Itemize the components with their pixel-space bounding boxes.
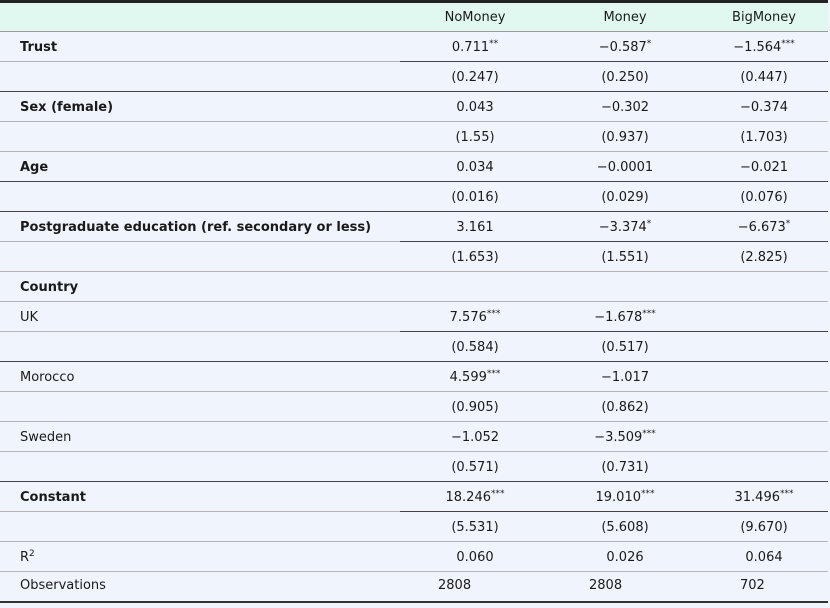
- cell-bigmoney: (1.703): [700, 122, 828, 152]
- row-label: [0, 62, 400, 92]
- cell-money: (5.608): [550, 512, 700, 542]
- cell-bigmoney: [700, 302, 828, 332]
- cell-bigmoney: [700, 422, 828, 452]
- cell-nomoney: 0.034: [400, 152, 550, 182]
- cell-bigmoney: [700, 272, 828, 302]
- row-label: Sweden: [0, 422, 400, 452]
- cell-nomoney: 4.599***: [400, 362, 550, 392]
- header-label: [0, 2, 400, 32]
- table-row-country: [0, 272, 828, 302]
- row-label: Postgraduate education (ref. secondary or less): [0, 212, 400, 242]
- table-row-constant: [0, 482, 828, 512]
- row-label: Observations: [20, 578, 106, 593]
- cell-money: −1.678***: [550, 302, 700, 332]
- row-label: Sex (female): [0, 92, 400, 122]
- table-row-observations: [0, 572, 828, 602]
- table-row-age: [0, 152, 828, 182]
- cell-money: (0.731): [550, 452, 700, 482]
- cell-money: −3.509***: [550, 422, 700, 452]
- cell-bigmoney: −1.564***: [700, 32, 828, 62]
- table-row-sweden: [0, 422, 828, 452]
- cell-money: −0.587*: [550, 32, 700, 62]
- cell-money: −1.017: [550, 362, 700, 392]
- cell-bigmoney: 0.064: [700, 542, 828, 572]
- cell-money: 0.026: [550, 542, 700, 572]
- cell-bigmoney: [700, 452, 828, 482]
- table-row-trust-se: [0, 62, 828, 92]
- cell-nomoney: 2808: [438, 578, 472, 593]
- row-label: Constant: [0, 482, 400, 512]
- cell-bigmoney: (0.076): [700, 182, 828, 212]
- cell-money: (0.517): [550, 332, 700, 362]
- row-label: [0, 182, 400, 212]
- cell-nomoney: (0.571): [400, 452, 550, 482]
- table-row-trust: [0, 32, 828, 62]
- cell-money: (0.029): [550, 182, 700, 212]
- cell-nomoney: (0.905): [400, 392, 550, 422]
- cell-bigmoney: 702: [740, 578, 765, 593]
- table-row-postgraduate: [0, 212, 828, 242]
- cell-bigmoney: (9.670): [700, 512, 828, 542]
- table-row-uk: [0, 302, 828, 332]
- cell-nomoney: 7.576***: [400, 302, 550, 332]
- row-label: [0, 122, 400, 152]
- cell-nomoney: (5.531): [400, 512, 550, 542]
- header-nomoney: NoMoney: [400, 2, 550, 32]
- row-label: UK: [0, 302, 400, 332]
- row-label: $R^2$: [0, 542, 400, 572]
- header-bigmoney: BigMoney: [700, 2, 828, 32]
- row-label: [0, 392, 400, 422]
- cell-nomoney: (0.016): [400, 182, 550, 212]
- table-row-uk-se: [0, 332, 828, 362]
- cell-nomoney: 0.060: [400, 542, 550, 572]
- cell-nomoney: 0.711**: [400, 32, 550, 62]
- table-row-constant-se: [0, 512, 828, 542]
- cell-nomoney: (1.653): [400, 242, 550, 272]
- table-row-sex-se: [0, 122, 828, 152]
- table-row-morocco: [0, 362, 828, 392]
- header-money: Money: [550, 2, 700, 32]
- cell-money: −0.0001: [550, 152, 700, 182]
- row-label: Country: [0, 272, 400, 302]
- cell-bigmoney: −0.374: [700, 92, 828, 122]
- table-row-age-se: [0, 182, 828, 212]
- cell-nomoney: (1.55): [400, 122, 550, 152]
- cell-bigmoney: [700, 392, 828, 422]
- cell-bigmoney: 31.496***: [700, 482, 828, 512]
- cell-bigmoney: [700, 332, 828, 362]
- row-label: Trust: [0, 32, 400, 62]
- table-row-r-squared: [0, 542, 828, 572]
- row-label: [0, 332, 400, 362]
- cell-money: 19.010***: [550, 482, 700, 512]
- row-label: Morocco: [0, 362, 400, 392]
- row-label: [0, 452, 400, 482]
- row-label: [0, 242, 400, 272]
- table-row-postgraduate-se: [0, 242, 828, 272]
- cell-nomoney: 0.043: [400, 92, 550, 122]
- header-row: [0, 2, 828, 32]
- cell-money: −3.374*: [550, 212, 700, 242]
- cell-money: (0.862): [550, 392, 700, 422]
- table-row-sex: [0, 92, 828, 122]
- cell-bigmoney: −0.021: [700, 152, 828, 182]
- table-row-morocco-se: [0, 392, 828, 422]
- cell-nomoney: 3.161: [400, 212, 550, 242]
- cell-bigmoney: (0.447): [700, 62, 828, 92]
- cell-money: 2808: [589, 578, 623, 593]
- cell-money: [550, 272, 700, 302]
- row-label: Age: [0, 152, 400, 182]
- cell-money: (0.250): [550, 62, 700, 92]
- cell-money: (1.551): [550, 242, 700, 272]
- cell-bigmoney: (2.825): [700, 242, 828, 272]
- table-row-sweden-se: [0, 452, 828, 482]
- cell-nomoney: 18.246***: [400, 482, 550, 512]
- cell-money: (0.937): [550, 122, 700, 152]
- cell-bigmoney: −6.673*: [700, 212, 828, 242]
- cell-nomoney: −1.052: [400, 422, 550, 452]
- cell-bigmoney: [700, 362, 828, 392]
- cell-nomoney: (0.584): [400, 332, 550, 362]
- cell-money: −0.302: [550, 92, 700, 122]
- cell-nomoney: [400, 272, 550, 302]
- cell-nomoney: (0.247): [400, 62, 550, 92]
- row-label: [0, 512, 400, 542]
